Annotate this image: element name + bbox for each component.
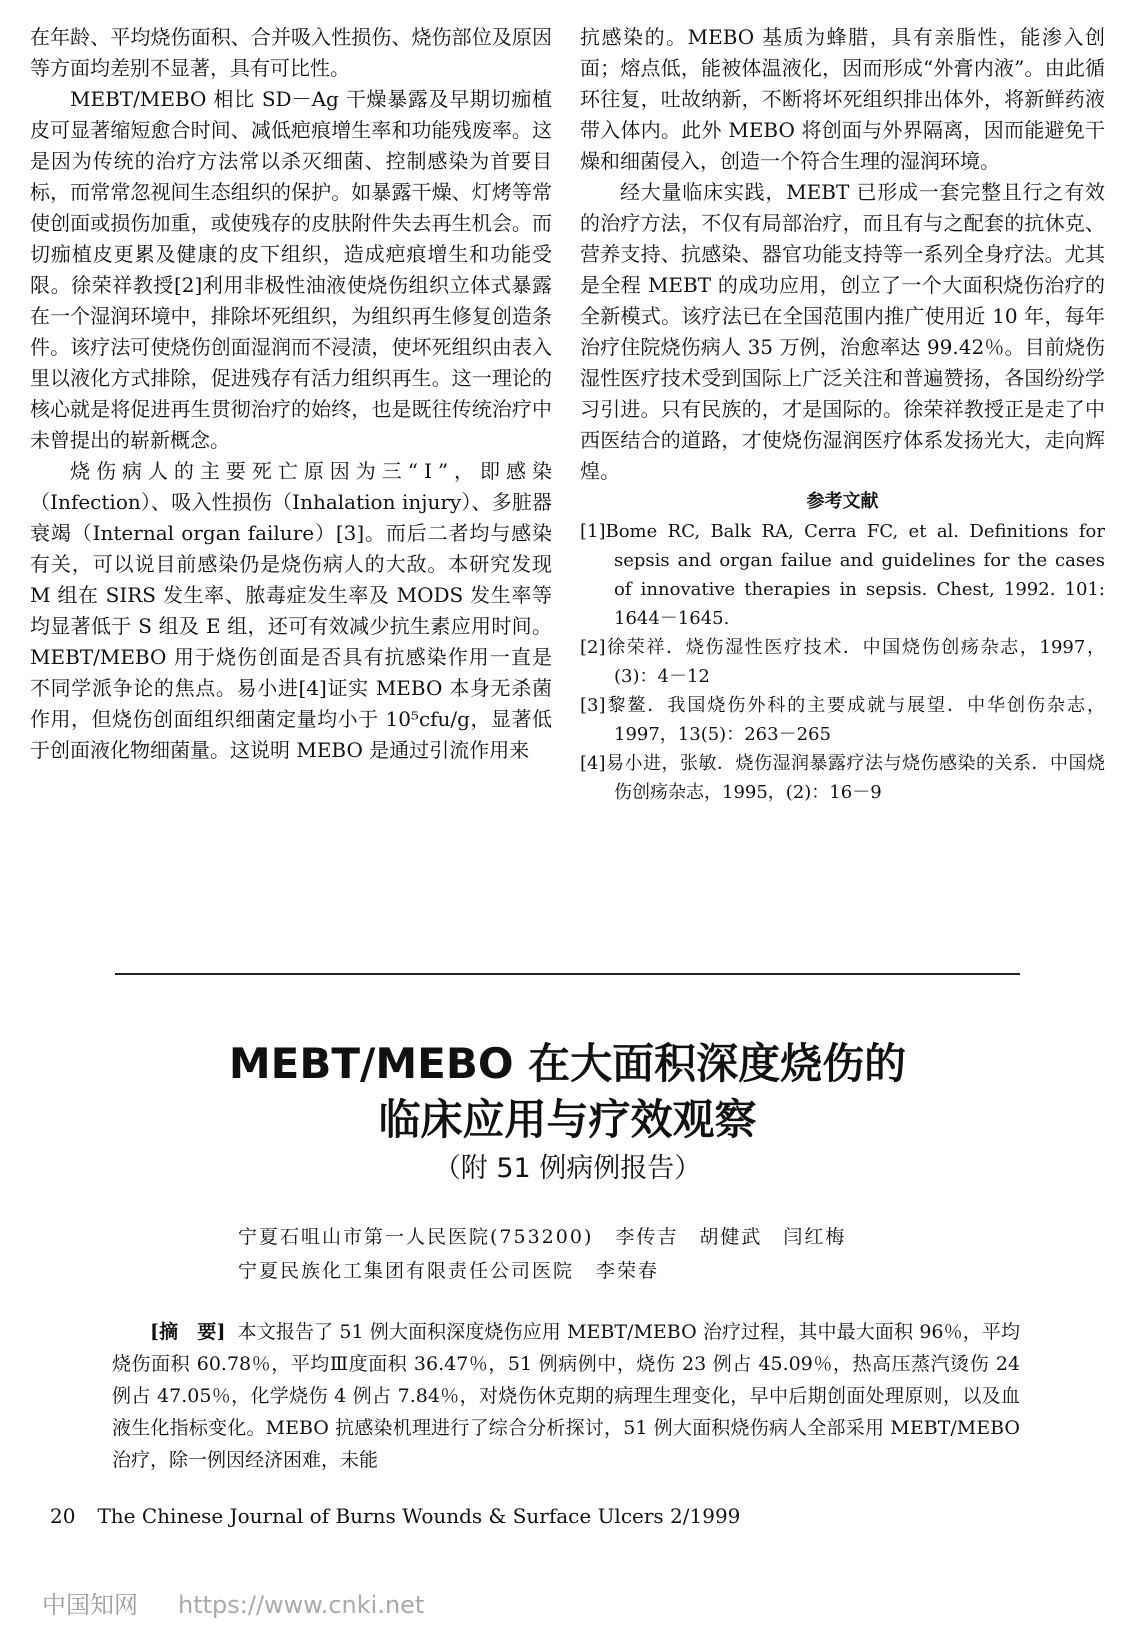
left-column xyxy=(30,22,552,766)
body-paragraph: 烧伤病人的主要死亡原因为三“Ⅰ”，即感染（Infection）、吸入性损伤（Inhalation injury）、多脏器衰竭（Internal organ failure）[3]。而后二者均与感染有关，可以说目前感染仍是烧伤病人的大敌。本研究发现 M 组在 SIRS 发生率、脓毒症发生率及 MODS 发生率等均显著低于 S 组及 E 组，还可有效减少抗生素应用时间。MEBT/MEBO 用于烧伤创面是否具有抗感染作用一直是不同学派争论的焦点。易小进[4]证实 MEBO 本身无杀菌作用，但烧伤创面组织细菌定量均小于 10⁵cfu/g，显著低于创面液化物细菌量。这说明 MEBO 是通过引流作用来 xyxy=(30,459,552,762)
right-column xyxy=(580,22,1105,807)
section-divider xyxy=(115,973,1020,975)
affiliation: 宁夏石咀山市第一人民医院(753200) xyxy=(238,1226,594,1248)
reference-item: [3]黎鳌．我国烧伤外科的主要成就与展望．中华创伤杂志，1997，13(5)：263－265 xyxy=(580,695,1105,745)
reference-item: [1]Bome RC, Balk RA, Cerra FC, et al. Definitions for sepsis and organ failue and guidelines for the cases of innovative therapies in sepsis. Chest, 1992. 101: 1644－1645. xyxy=(580,521,1105,629)
page-number: 20 xyxy=(50,1504,76,1528)
article-title-line-1: MEBT/MEBO 在大面积深度烧伤的 xyxy=(228,1039,907,1088)
affiliation-line xyxy=(238,1222,846,1252)
article-subtitle: （附 51 例病例报告） xyxy=(433,1153,702,1184)
body-paragraph: 抗感染的。MEBO 基质为蜂腊，具有亲脂性，能渗入创面；熔点低，能被体温液化，因而形成“外膏内液”。由此循环往复，吐故纳新，不断将坏死组织排出体外，将新鲜药液带入体内。此外 MEBO 将创面与外界隔离，因而能避免干燥和细菌侵入，创造一个符合生理的湿润环境。 xyxy=(580,25,1105,173)
affiliation: 宁夏民族化工集团有限责任公司医院 xyxy=(238,1260,575,1282)
watermark-url: https://www.cnki.net xyxy=(178,1591,425,1619)
reference-item: [2]徐荣祥．烧伤湿性医疗技术．中国烧伤创疡杂志，1997，(3)：4－12 xyxy=(580,637,1105,687)
watermark-site: 中国知网 xyxy=(42,1591,138,1619)
authors: 李荣春 xyxy=(596,1260,660,1282)
body-paragraph: MEBT/MEBO 相比 SD－Ag 干燥暴露及早期切痂植皮可显著缩短愈合时间、减低疤痕增生率和功能残废率。这是因为传统的治疗方法常以杀灭细菌、控制感染为首要目标，而常常忽视间生态组织的保护。如暴露干燥、灯烤等常使创面或损伤加重，或使残存的皮肤附件失去再生机会。而切痂植皮更累及健康的皮下组织，造成疤痕增生和功能受限。徐荣祥教授[2]利用非极性油液使烧伤组织立体式暴露在一个湿润环境中，排除坏死组织，为组织再生修复创造条件。该疗法可使烧伤创面湿润而不浸渍，使坏死组织由表入里以液化方式排除，促进残存有活力组织再生。这一理论的核心就是将促进再生贯彻治疗的始终，也是既往传统治疗中未曾提出的崭新概念。 xyxy=(30,87,552,452)
reference-item: [4]易小进，张敏．烧伤湿润暴露疗法与烧伤感染的关系．中国烧伤创疡杂志，1995，(2)：16－9 xyxy=(580,753,1105,803)
references-heading: 参考文献 xyxy=(806,491,879,512)
journal-name: The Chinese Journal of Burns Wounds & Surface Ulcers 2/1999 xyxy=(97,1504,741,1528)
authors: 李传吉 胡健武 闫红梅 xyxy=(615,1226,847,1248)
page-footer xyxy=(50,1502,740,1530)
body-paragraph: 经大量临床实践，MEBT 已形成一套完整且行之有效的治疗方法，不仅有局部治疗，而且有与之配套的抗休克、营养支持、抗感染、器官功能支持等一系列全身疗法。尤其是全程 MEBT 的成功应用，创立了一个大面积烧伤治疗的全新模式。该疗法已在全国范围内推广使用近 10 年，每年治疗住院烧伤病人 35 万例，治愈率达 99.42％。目前烧伤湿性医疗技术受到国际上广泛关注和普遍赞扬，各国纷纷学习引进。只有民族的，才是国际的。徐荣祥教授正是走了中西医结合的道路，才使烧伤湿润医疗体系发扬光大，走向辉煌。 xyxy=(580,180,1105,483)
abstract-text: 本文报告了 51 例大面积深度烧伤应用 MEBT/MEBO 治疗过程，其中最大面积 96％，平均烧伤面积 60.78％，平均Ⅲ度面积 36.47％，51 例病例中，烧伤 23 例占 45.09％，热高压蒸汽烫伤 24 例占 47.05％，化学烧伤 4 例占 7.84％，对烧伤休克期的病理生理变化，早中后期创面处理原则，以及血液生化指标变化。MEBO 抗感染机理进行了综合分析探讨，51 例大面积烧伤病人全部采用 MEBT/MEBO 治疗，除一例因经济困难，未能 xyxy=(112,1321,1020,1471)
affiliation-line xyxy=(238,1256,659,1286)
article-title-line-2: 临床应用与疗效观察 xyxy=(378,1095,757,1144)
abstract xyxy=(112,1316,1020,1476)
abstract-label: [摘 要] xyxy=(150,1321,226,1343)
body-paragraph: 在年龄、平均烧伤面积、合并吸入性损伤、烧伤部位及原因等方面均差别不显著，具有可比性。 xyxy=(30,25,552,80)
cnki-watermark xyxy=(42,1585,424,1620)
